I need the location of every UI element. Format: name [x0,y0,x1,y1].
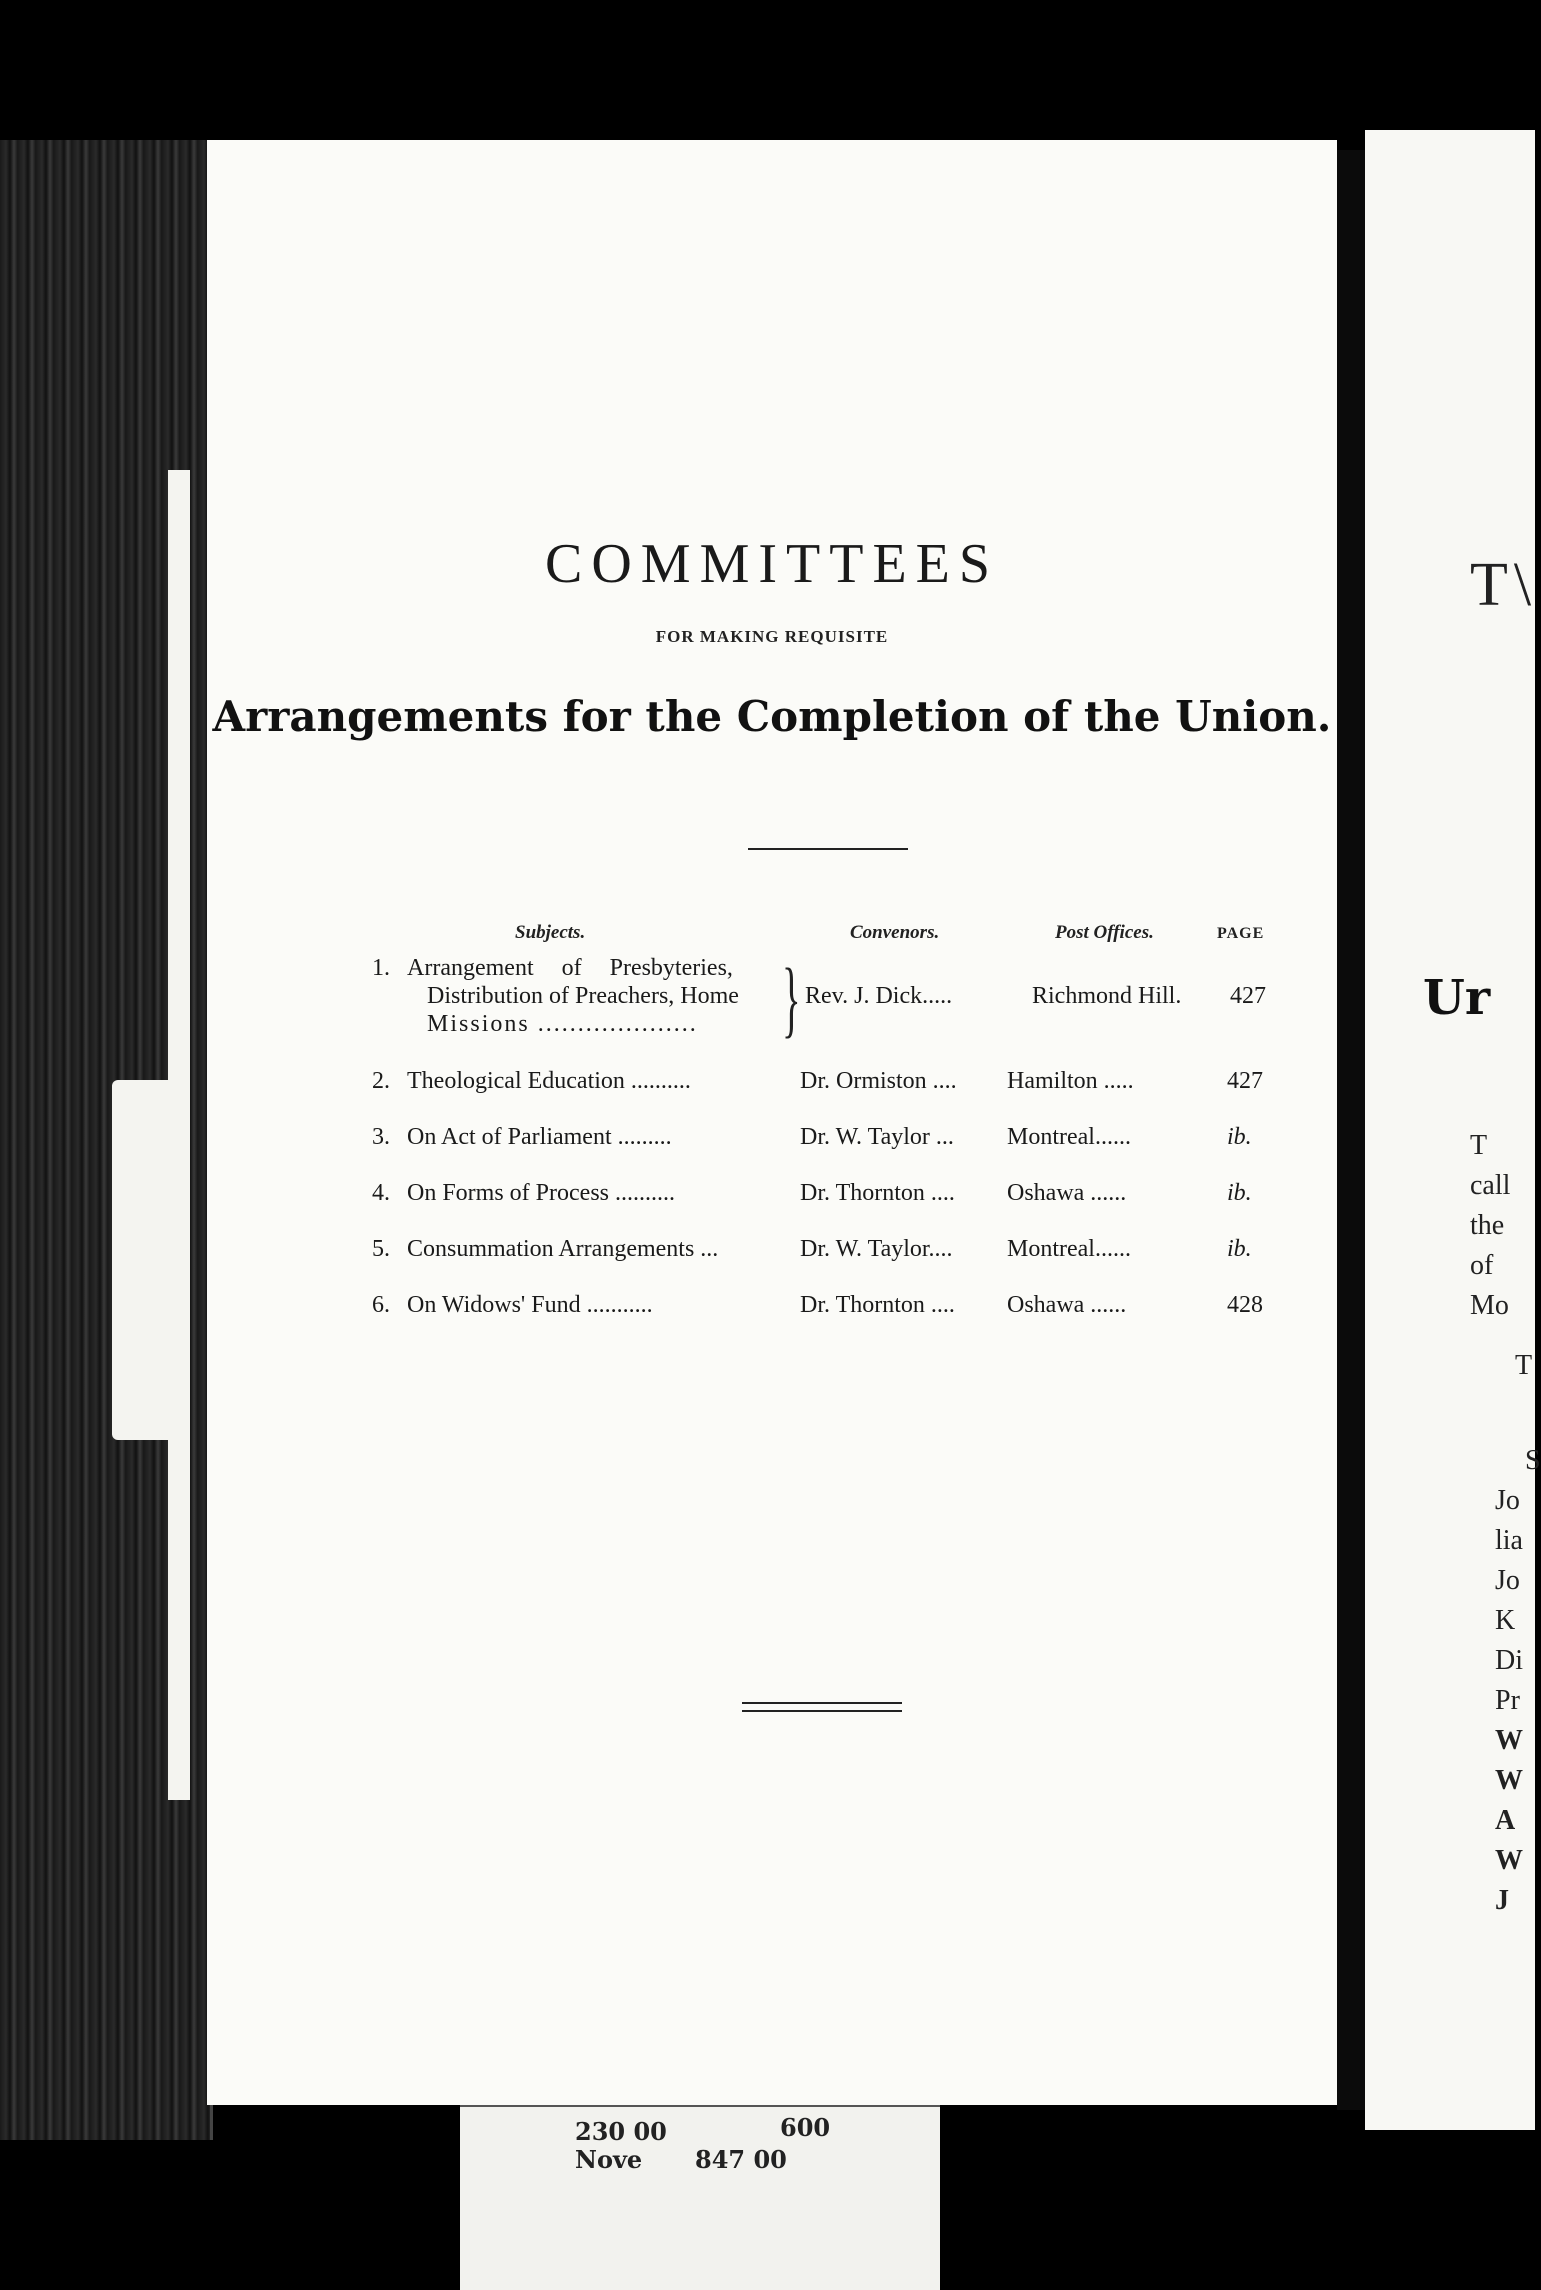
right-page-heading-fragment: Ur [1423,970,1491,1026]
right-page-fragment [1365,130,1541,2130]
row-post-office: Richmond Hill. [1032,983,1182,1009]
row-convenor: Dr. W. Taylor.... [800,1236,953,1262]
row-number: 2. [372,1068,390,1094]
row-convenor: Rev. J. Dick..... [805,983,953,1009]
table-row [207,1292,1337,1324]
ledger-text: 600 [780,2113,831,2142]
right-page-line: the [1470,1210,1505,1241]
row-convenor: Dr. Thornton .... [800,1180,955,1206]
table-row [207,1236,1337,1268]
row-number: 6. [372,1292,390,1318]
right-page-line: W [1495,1725,1523,1756]
row-post-office: Hamilton ..... [1007,1068,1134,1094]
row-convenor: Dr. Ormiston .... [800,1068,957,1094]
right-page-line: of [1470,1250,1494,1281]
page-subtitle: FOR MAKING REQUISITE [655,627,889,646]
ledger-text: 230 00 [575,2117,667,2146]
ledger-text: Nove [575,2145,643,2174]
page-heading: Arrangements for the Completion of the Union. [212,692,1332,741]
row-page: ib. [1227,1124,1252,1150]
row-number: 1. [372,955,390,981]
row-page: 428 [1227,1292,1263,1318]
ledger-strip [460,2105,940,2290]
table-row [207,1124,1337,1156]
right-page-line: W [1495,1845,1523,1876]
row-subject-line: Arrangement of Presbyteries, [407,955,733,981]
row-subject-line: Missions .................... [427,1011,698,1037]
right-page-line: lia [1495,1525,1523,1556]
double-rule-bottom [742,1710,902,1712]
right-page-title-fragment: T\ [1470,551,1538,619]
column-header-subjects: Subjects. [515,922,586,943]
divider-rule [748,848,908,850]
right-page-line: Mo [1470,1290,1509,1321]
column-header-post-offices: Post Offices. [1055,922,1154,943]
right-page-line: T [1470,1130,1488,1161]
row-post-office: Oshawa ...... [1007,1292,1127,1318]
row-number: 5. [372,1236,390,1262]
table-row [207,1068,1337,1100]
right-page-line: W [1495,1765,1523,1796]
row-subject-line: Distribution of Preachers, Home [427,983,739,1009]
right-page-line: S [1525,1445,1541,1476]
right-page-line: J [1495,1885,1509,1916]
row-post-office: Montreal...... [1007,1124,1131,1150]
page-title: COMMITTEES [545,533,999,595]
row-post-office: Montreal...... [1007,1236,1131,1262]
row-page: 427 [1227,1068,1263,1094]
paper-edge-tab [112,1080,182,1440]
row-subject: Consummation Arrangements ... [407,1236,719,1262]
right-page-line: call [1470,1170,1511,1201]
left-page [207,140,1337,2105]
row-subject: On Forms of Process .......... [407,1180,675,1206]
table-row [207,1180,1337,1212]
grouping-brace: } [782,950,801,1046]
right-page-line: Jo [1495,1565,1520,1596]
book-gutter [1337,150,1365,2110]
right-page-line: A [1495,1805,1516,1836]
row-subject: Theological Education .......... [407,1068,691,1094]
right-page-line: K [1495,1605,1516,1636]
row-post-office: Oshawa ...... [1007,1180,1127,1206]
row-subject: On Widows' Fund ........... [407,1292,653,1318]
ledger-text: 847 00 [695,2145,787,2174]
row-convenor: Dr. Thornton .... [800,1292,955,1318]
column-header-page: PAGE [1217,925,1265,942]
column-header-convenors: Convenors. [850,922,940,943]
right-page-line: Pr [1495,1685,1520,1716]
right-page-line: Jo [1495,1485,1520,1516]
row-number: 3. [372,1124,390,1150]
right-page-line: T [1515,1350,1533,1381]
row-subject: On Act of Parliament ......... [407,1124,672,1150]
row-convenor: Dr. W. Taylor ... [800,1124,954,1150]
row-page: 427 [1230,983,1266,1009]
right-page-line: Di [1495,1645,1523,1676]
double-rule-top [742,1702,902,1704]
row-number: 4. [372,1180,390,1206]
row-page: ib. [1227,1236,1252,1262]
row-page: ib. [1227,1180,1252,1206]
table-row-continuation [207,1011,1337,1043]
